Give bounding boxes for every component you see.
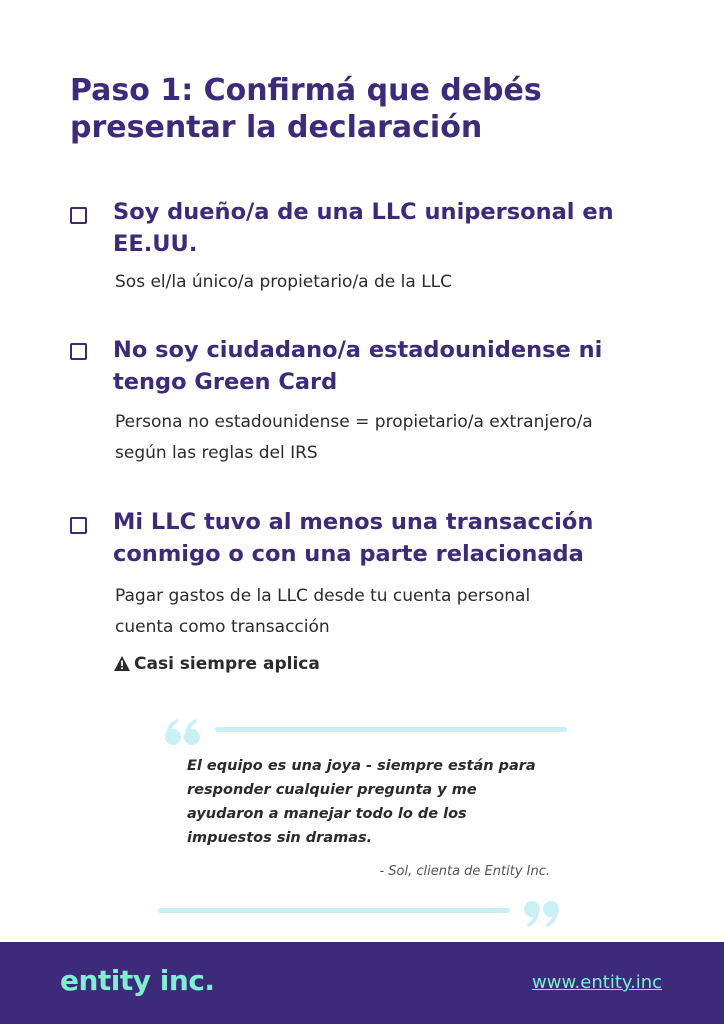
checkbox[interactable] xyxy=(70,207,87,224)
testimonial-quote: El equipo es una joya - siempre están para responder cualquier pregunta y me ayudaron a manejar todo lo de los impuestos sin dramas. xyxy=(187,758,536,846)
quote-divider-top xyxy=(215,727,567,732)
footer xyxy=(0,942,724,1024)
checklist-item-title: Mi LLC tuvo al menos una transacción conmigo o con una parte relacionada xyxy=(113,509,594,567)
checkbox[interactable] xyxy=(70,343,87,360)
quote-divider-bottom xyxy=(158,908,510,913)
open-quote-icon xyxy=(165,718,203,750)
checklist-item-title: No soy ciudadano/a estadounidense ni tengo Green Card xyxy=(113,337,603,395)
checklist-item-title: Soy dueño/a de una LLC unipersonal en EE.UU. xyxy=(113,199,614,257)
testimonial-author: - Sol, clienta de Entity Inc. xyxy=(379,864,550,879)
checklist-item-description: Pagar gastos de la LLC desde tu cuenta personal cuenta como transacción xyxy=(115,586,531,637)
close-quote-icon xyxy=(521,900,559,932)
warning-icon xyxy=(114,654,134,674)
page-title: Paso 1: Confirmá que debés presentar la declaración xyxy=(70,73,542,145)
warning-note xyxy=(114,654,320,674)
warning-text: Casi siempre aplica xyxy=(134,654,320,674)
checklist-item-description: Persona no estadounidense = propietario/a extranjero/a según las reglas del IRS xyxy=(115,412,593,463)
checklist-item-description: Sos el/la único/a propietario/a de la LLC xyxy=(115,272,453,292)
checkbox[interactable] xyxy=(70,517,87,534)
brand-logo: entity inc. xyxy=(60,964,215,997)
website-link[interactable]: www.entity.inc xyxy=(532,972,662,993)
